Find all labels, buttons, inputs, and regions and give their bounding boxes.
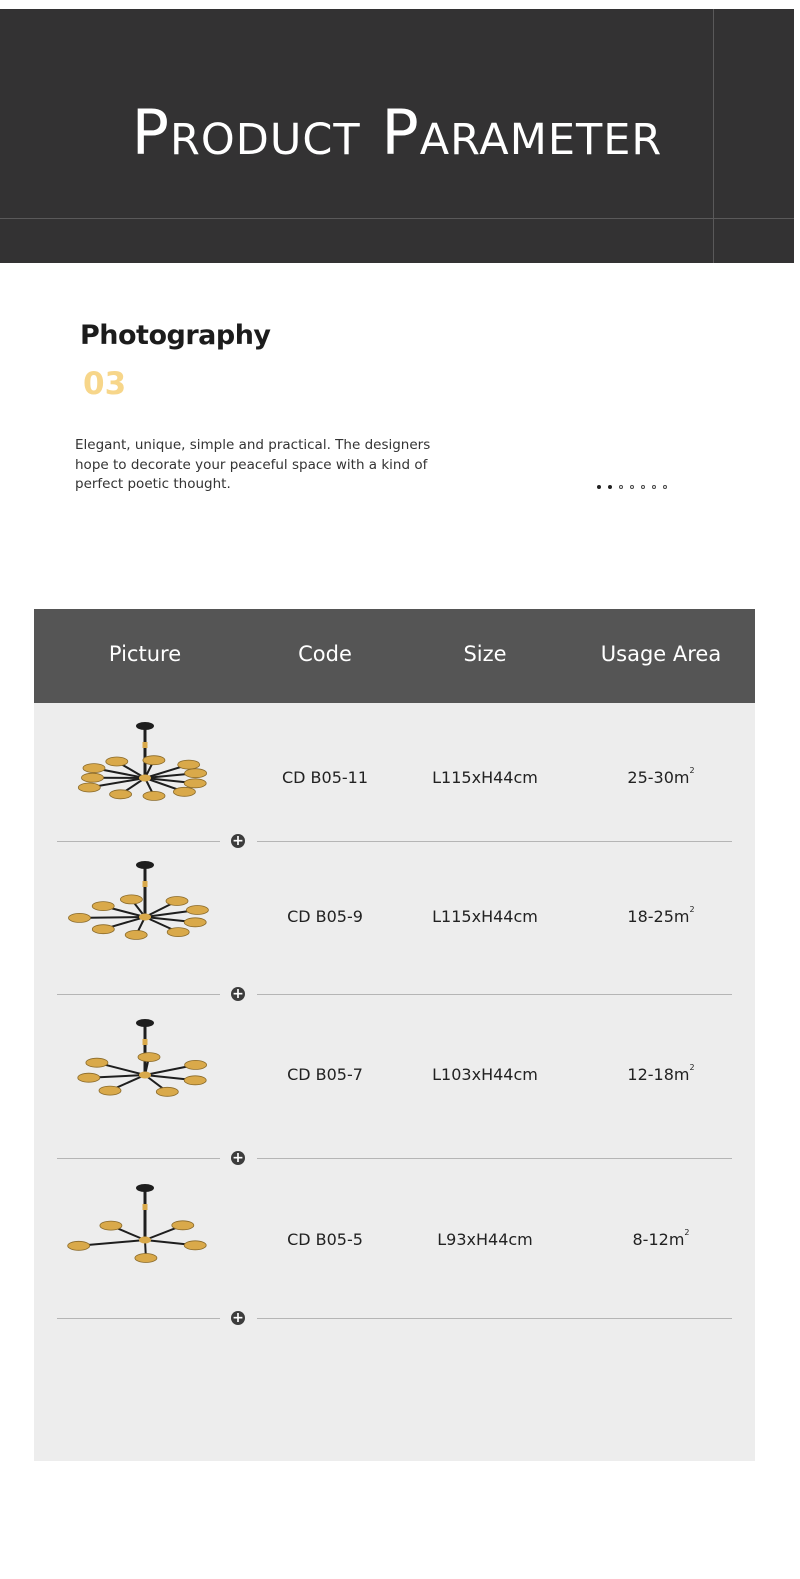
table-header: [34, 609, 755, 703]
table-row: [34, 842, 755, 995]
usage-area: $18-25m^2$: [627, 905, 695, 926]
plus-circle-icon[interactable]: +: [232, 833, 244, 849]
carousel-pager[interactable]: [597, 485, 667, 489]
pager-dot[interactable]: [652, 485, 656, 489]
usage-area: $25-30m^2$: [627, 766, 695, 787]
pager-dot[interactable]: [641, 485, 645, 489]
plus-circle-icon[interactable]: +: [232, 986, 244, 1002]
unit-superscript: 2: [689, 766, 695, 775]
row-divider: [257, 1318, 732, 1319]
product-code: CD B05-5: [287, 1230, 363, 1249]
pager-dot[interactable]: [619, 485, 623, 489]
unit-superscript: 2: [689, 1063, 695, 1072]
unit-superscript: 2: [689, 905, 695, 914]
product-picture: [60, 1182, 230, 1281]
usage-area: $8-12m^2$: [632, 1228, 690, 1249]
pager-dot[interactable]: [663, 485, 667, 489]
product-picture: [60, 1017, 230, 1116]
product-size: L93xH44cm: [437, 1230, 533, 1249]
pager-dot[interactable]: [608, 485, 612, 489]
product-code: CD B05-9: [287, 907, 363, 926]
row-divider: [57, 1318, 220, 1319]
header-picture: Picture: [108, 642, 182, 666]
product-size: L115xH44cm: [432, 768, 538, 787]
banner: [0, 9, 794, 263]
product-picture: [60, 720, 230, 819]
usage-area: $12-18m^2$: [627, 1063, 695, 1084]
table-row: [34, 703, 755, 842]
header-code: Code: [298, 642, 352, 666]
table-row: [34, 1159, 755, 1319]
plus-circle-icon[interactable]: +: [232, 1150, 244, 1166]
product-picture: [60, 859, 230, 958]
table-row: [34, 995, 755, 1159]
section-heading: Photography: [80, 320, 271, 351]
banner-divider-horizontal: [0, 218, 794, 219]
product-size: L103xH44cm: [432, 1065, 538, 1084]
section-number: 03: [83, 366, 127, 402]
banner-title: Product Parameter: [131, 96, 663, 169]
unit-superscript: 2: [684, 1228, 690, 1237]
header-usage-area: Usage Area: [600, 642, 722, 666]
section-description: Elegant, unique, simple and practical. The designers hope to decorate your peaceful space with a kind of perfect poetic thought.: [75, 437, 431, 492]
plus-circle-icon[interactable]: +: [232, 1310, 244, 1326]
pager-dot[interactable]: [630, 485, 634, 489]
product-code: CD B05-11: [281, 768, 369, 787]
pager-dot[interactable]: [597, 485, 601, 489]
product-code: CD B05-7: [287, 1065, 363, 1084]
parameter-table: [34, 609, 755, 1461]
header-size: Size: [463, 642, 507, 666]
product-size: L115xH44cm: [432, 907, 538, 926]
